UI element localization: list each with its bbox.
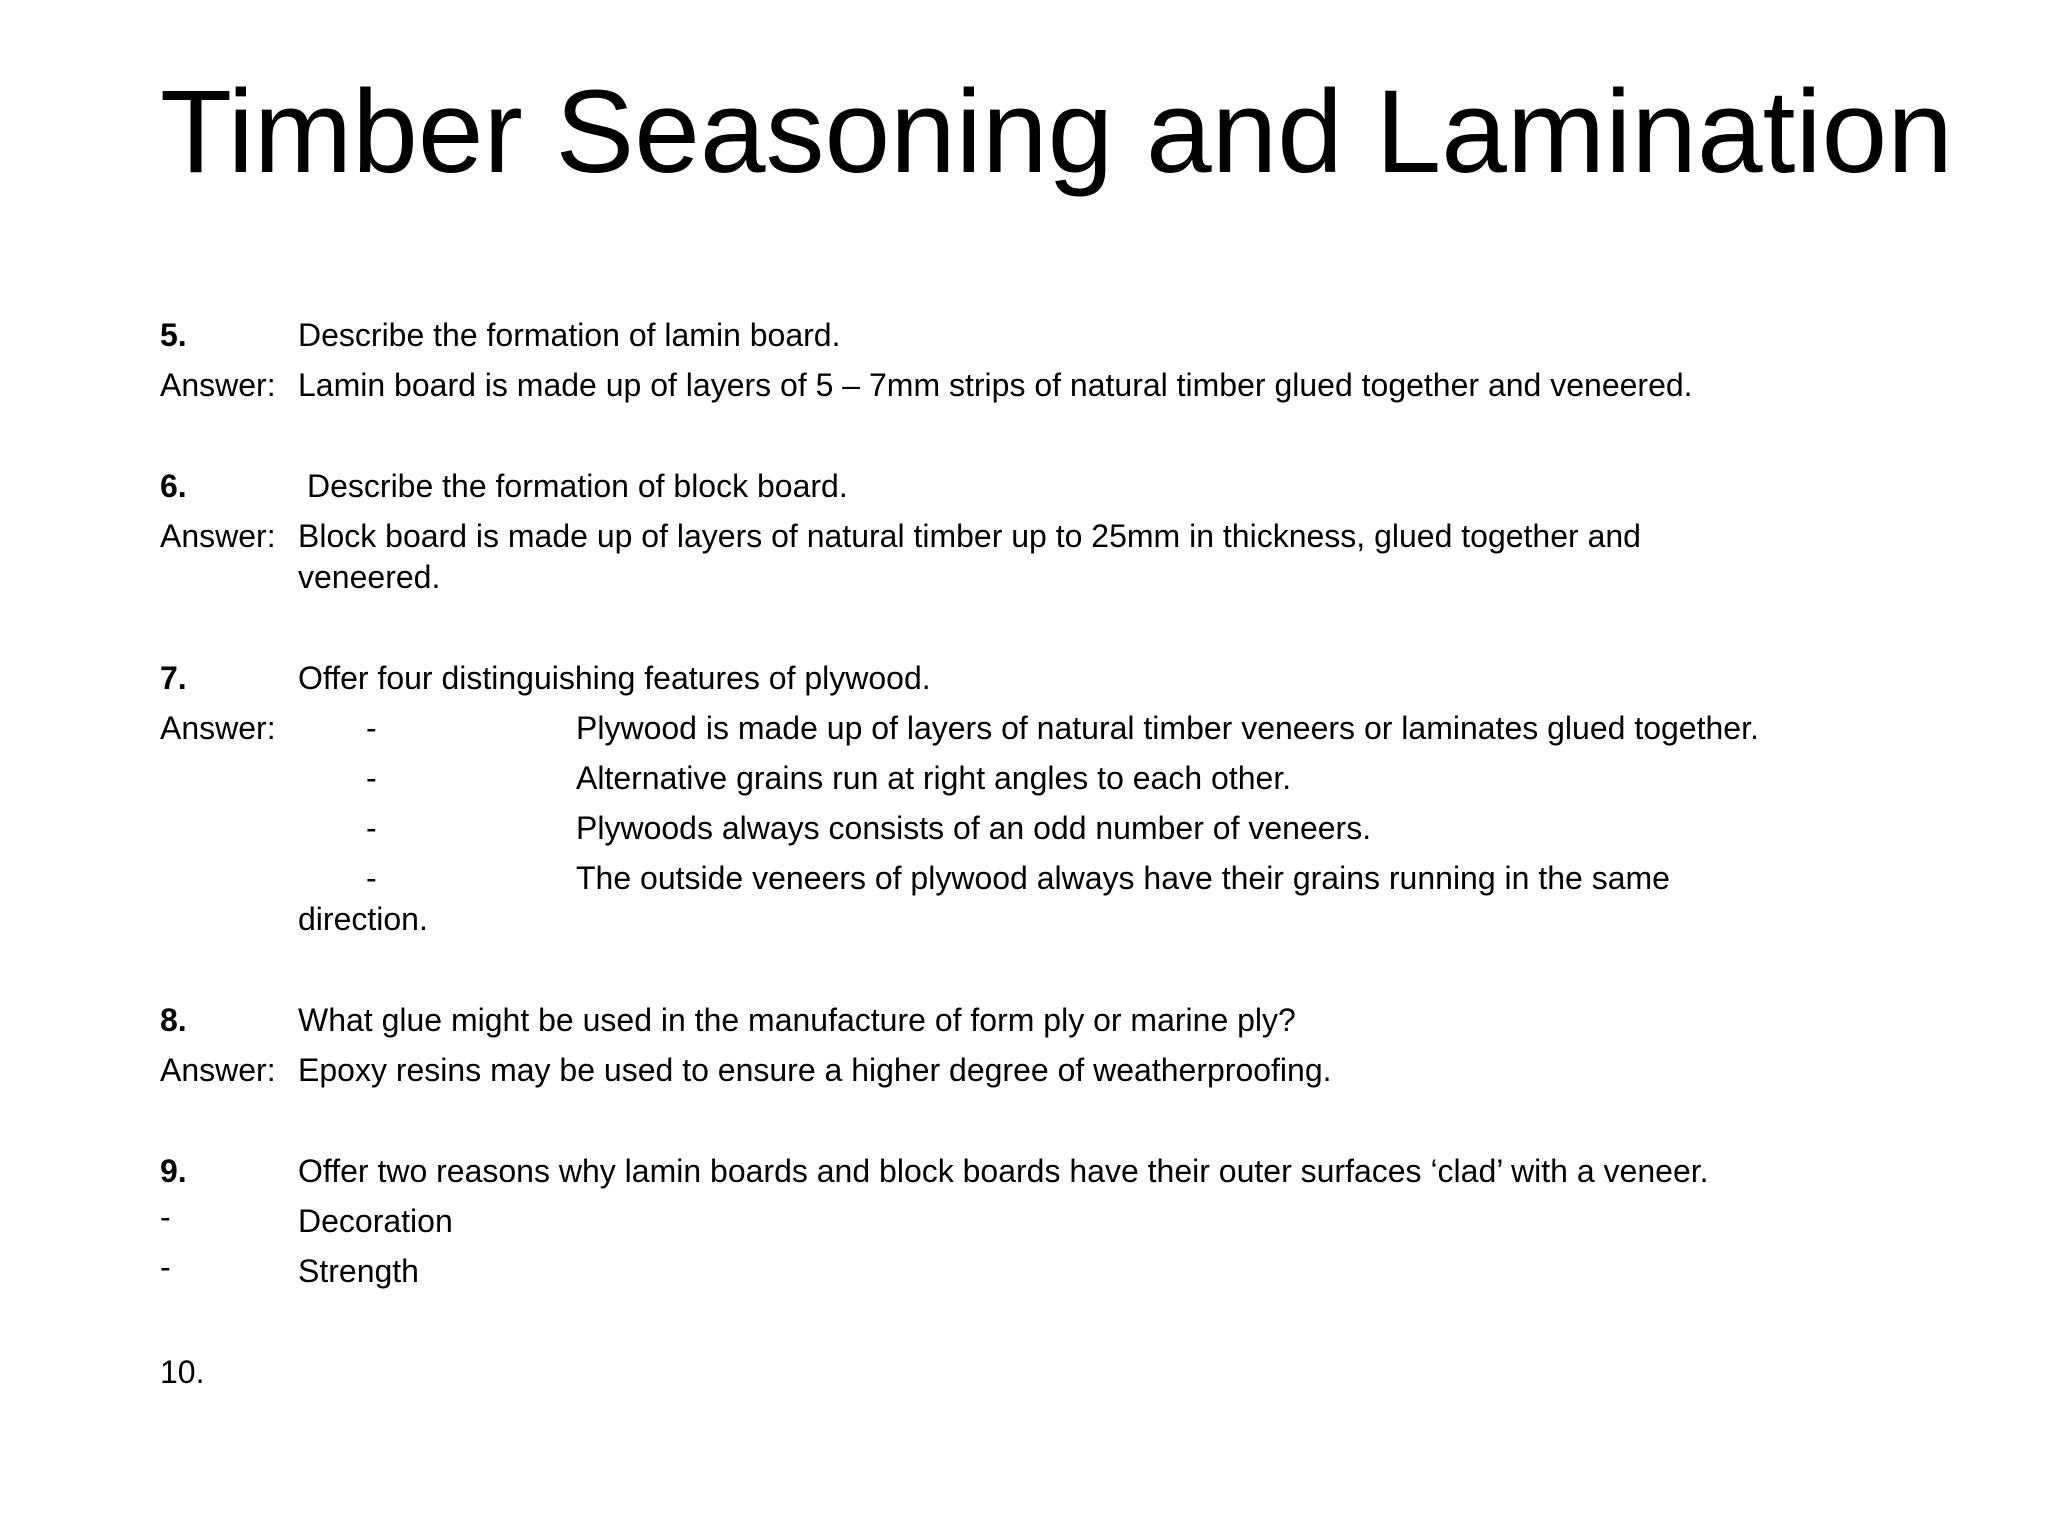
question-5-text: Describe the formation of lamin board.	[298, 317, 841, 353]
question-5-number: 5.	[160, 317, 187, 353]
question-6-answer-line1: Block board is made up of layers of natural timber up to 25mm in thickness, glued together and	[298, 518, 1641, 554]
feature-bullet: -	[366, 760, 377, 796]
plywood-feature: Plywood is made up of layers of natural timber veneers or laminates glued together.	[576, 710, 1759, 746]
feature-bullet: -	[366, 810, 377, 846]
page-title: Timber Seasoning and Lamination	[160, 66, 1953, 198]
question-7-answer-label: Answer:	[160, 710, 276, 746]
question-8-number: 8.	[160, 1002, 187, 1038]
question-7-text: Offer four distinguishing features of plywood.	[298, 660, 931, 696]
question-9-number: 9.	[160, 1153, 187, 1189]
question-8-answer: Epoxy resins may be used to ensure a higher degree of weatherproofing.	[298, 1052, 1332, 1088]
reason-bullet: -	[160, 1249, 171, 1285]
question-6-answer-label: Answer:	[160, 518, 276, 554]
feature-bullet: -	[366, 860, 377, 896]
question-9-text: Offer two reasons why lamin boards and block boards have their outer surfaces ‘clad’ with a veneer.	[298, 1153, 1709, 1189]
question-8-answer-label: Answer:	[160, 1052, 276, 1088]
reason-item: Strength	[298, 1253, 419, 1289]
question-7-number: 7.	[160, 660, 187, 696]
question-6-text: Describe the formation of block board.	[307, 468, 848, 504]
plywood-feature: The outside veneers of plywood always have their grains running in the same	[576, 860, 1670, 896]
question-5-answer: Lamin board is made up of layers of 5 – 7mm strips of natural timber glued together and veneered.	[298, 367, 1693, 403]
reason-item: Decoration	[298, 1203, 453, 1239]
question-10-number: 10.	[160, 1354, 205, 1390]
feature-bullet: -	[366, 710, 377, 746]
question-6-answer-line2: veneered.	[298, 559, 441, 595]
question-8-text: What glue might be used in the manufacture of form ply or marine ply?	[298, 1002, 1296, 1038]
question-6-number: 6.	[160, 468, 187, 504]
plywood-feature: Alternative grains run at right angles to each other.	[576, 760, 1292, 796]
reason-bullet: -	[160, 1199, 171, 1235]
plywood-feature: Plywoods always consists of an odd number of veneers.	[576, 810, 1372, 846]
question-5-answer-label: Answer:	[160, 367, 276, 403]
plywood-feature-continuation: direction.	[298, 901, 428, 937]
